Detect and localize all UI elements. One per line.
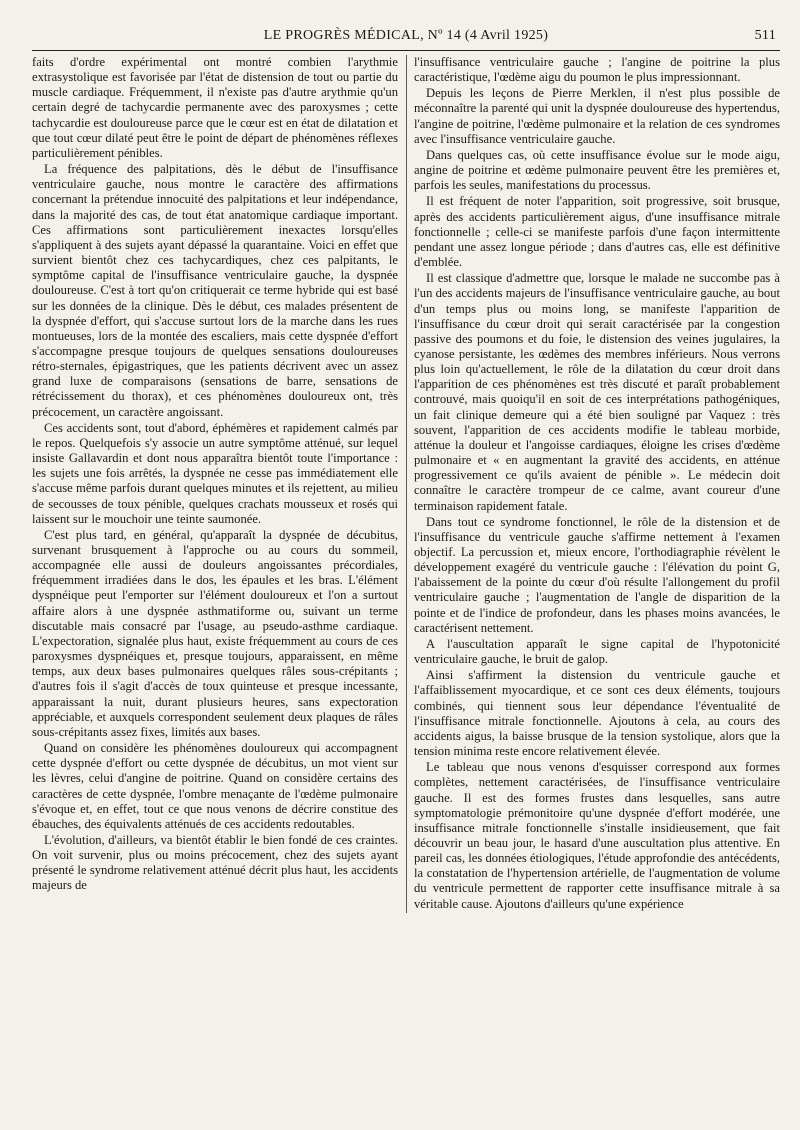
paragraph: l'insuffisance ventriculaire gauche ; l'angine de poitrine la plus caractéristique, l'œdème aigu du poumon le plus impressionnant. [414,55,780,85]
paragraph: Il est fréquent de noter l'apparition, soit progressive, soit brusque, après des accidents particulièrement aigus, d'une insuffisance mitrale fonctionnelle ; celle-ci se manifeste parfois d'une façon intermittente pendant une assez longue période ; dans d'autres cas, elle est définitive d'emblée. [414,194,780,270]
paragraph: L'évolution, d'ailleurs, va bientôt établir le bien fondé de ces craintes. On voit survenir, plus ou moins précocement, chez des sujets ayant présenté le syndrome relativement atténué décrit plus haut, les accidents majeurs de [32,832,398,893]
journal-title: LE PROGRÈS MÉDICAL, Nº 14 (4 Avril 1925) [263,28,549,43]
page-number: 511 [754,28,776,43]
paragraph: Le tableau que nous venons d'esquisser correspond aux formes complètes, nettement caractérisées, de l'insuffisance ventriculaire gauche. Il est des formes frustes dans lesquelles, sans autre symptomatologie prémonitoire qu'une dyspnée d'effort modérée, une insuffisance mitrale fonctionnelle s'installe insidieusement, que fait découvrir un beau jour, le hasard d'une auscultation plus attentive. En pareil cas, les données étiologiques, l'étude approfondie des antécédents, la constatation de l'hypertension artérielle, de l'augmentation de volume du ventricule permettent de rapporter cette insuffisance mitrale à sa véritable cause. Ajoutons d'ailleurs qu'une expérience [414,760,780,911]
left-column [32,55,398,913]
paragraph: Dans tout ce syndrome fonctionnel, le rôle de la distension et de l'insuffisance du ventricule gauche s'affirme nettement à l'examen objectif. La percussion et, mieux encore, l'orthodiagraphie révèlent le développement exagéré du ventricule gauche : l'élévation du point G, l'abaissement de la pointe du cœur d'où résulte l'allongement du profil ventriculaire gauche ; l'augmentation de l'angle de disparition de la pointe et de l'indice de profondeur, dans les phases moins avancées, le caractérisent nettement. [414,514,780,635]
paragraph: A l'auscultation apparaît le signe capital de l'hypotonicité ventriculaire gauche, le bruit de galop. [414,636,780,667]
right-column [414,55,780,913]
paragraph: faits d'ordre expérimental ont montré combien l'arythmie extrasystolique est favorisée par l'état de distension de tout ou partie du muscle cardiaque. Fréquemment, il n'existe pas d'autre arythmie qu'un certain degré de tachycardie permanente avec des paroxysmes ; cette tachycardie est douloureuse parce que le cœur est en état de dilatation et que tout cœur dilaté peut être le point de départ de phénomènes réflexes particulièrement pénibles. [32,55,398,160]
paragraph: Ces accidents sont, tout d'abord, éphémères et rapidement calmés par le repos. Quelquefois s'y associe un autre symptôme atténué, sur lequel insiste Gallavardin et dont nous apparaîtra bientôt toute l'importance : les sujets une fois arrêtés, la dyspnée ne cesse pas immédiatement elle s'accuse même parfois durant quelques minutes et ils rejettent, au milieu de secousses de toux pénible, quelques crachats mousseux et rosés qui laissent sur le mouchoir une teinte saumonée. [32,420,398,526]
paragraph: Quand on considère les phénomènes douloureux qui accompagnent cette dyspnée d'effort ou cette dyspnée de décubitus, un mot vient sur les lèvres, celui d'angine de poitrine. Quand on considère certains des caractères de cette dyspnée, l'ombre menaçante de l'œdème pulmonaire s'évoque et, en effet, tout ce que nous venons de décrire constitue des ébauches, des équivalents atténués de ces accidents redoutables. [32,741,398,831]
running-header [32,26,780,51]
paragraph: La fréquence des palpitations, dès le début de l'insuffisance ventriculaire gauche, nous montre le caractère des affirmations concernant la prétendue innocuité des palpitations et leur indépendance, dans la majorité des cas, de tout état anatomique cardiaque important. Ces affirmations sont particulièrement inexactes lorsqu'elles s'appliquent à des sujets ayant dépassé la quarantaine. Voici en effet que survient bientôt chez ces tachycardiques, chez ces palpitants, le symptôme capital de l'insuffisance ventriculaire gauche, la dyspnée douloureuse. C'est à tort qu'on critiquerait ce terme hybride qui est basé sur les données de la clinique. Dès le début, ces malades présentent de la dyspnée d'effort, qui s'accuse surtout lors de la marche dans les rues montueuses, lors de la montée des escaliers, mais cette dyspnée d'effort s'accompagne presque toujours de quelques sensations douloureuses rétro-sternales, épigastriques, que les patients décrivent avec un assez grand luxe de comparaisons (sensations de barre, sensations de rétrécissement du thorax), et ces phénomènes douloureux ont, très précocement, un caractère angoissant. [32,162,398,419]
paragraph: Ainsi s'affirment la distension du ventricule gauche et l'affaiblissement myocardique, et ce sont ces deux éléments, toujours combinés, qui tiennent sous leur dépendance l'éventualité de l'insuffisance mitrale fonctionnelle. Ajoutons à cela, au cours des accidents aigus, la baisse brusque de la tension systolique, alors que la tension minima reste encore relativement élevée. [414,668,780,759]
paragraph: C'est plus tard, en général, qu'apparaît la dyspnée de décubitus, survenant brusquement à l'approche ou au cours du sommeil, accompagnée elle aussi de douleurs angoissantes précordiales, fréquemment irradiées dans le dos, les épaules et les bras. L'élément dyspnéique peut l'emporter sur l'élément douloureux et l'on a surtout affaire alors à une dyspnée asthmatiforme ou, suivant un terme discutable mais consacré par l'usage, au pseudo-asthme cardiaque. L'expectoration, signalée plus haut, existe fréquemment au cours de ces paroxysmes dyspnéiques et, presque toujours, apparaissent, en même temps, aux deux bases pulmonaires quelques râles sous-crépitants ; d'autres fois il s'agit d'accès de toux quinteuse et presque incessante, apparaissant la nuit, durant plusieurs heures, sans expectoration appréciable, et auxquels correspondent seulement deux plaques de râles sous-crépitants assez fixes, limités aux bases. [32,527,398,739]
text-columns [32,55,780,913]
paragraph: Depuis les leçons de Pierre Merklen, il n'est plus possible de méconnaître la parenté qui unit la dyspnée douloureuse des hypertendus, l'angine de poitrine, l'œdème pulmonaire et la relation de ces syndromes avec l'insuffisance ventriculaire gauche. [414,86,780,146]
paragraph: Dans quelques cas, où cette insuffisance évolue sur le mode aigu, angine de poitrine et œdème pulmonaire peuvent être les premières et, parfois les seules, manifestations du processus. [414,147,780,193]
paragraph: Il est classique d'admettre que, lorsque le malade ne succombe pas à l'un des accidents majeurs de l'insuffisance ventriculaire gauche, au bout d'un temps plus ou moins long, se manifeste l'apparition de l'insuffisance du cœur droit qui serait caractérisée par la congestion passive des poumons et du foie, le distension des veines jugulaires, la cyanose persistante, les œdèmes des membres inférieurs. Nous verrons plus loin qu'actuellement, le rôle de la dilatation du cœur droit dans l'apparition de ces phénomènes est très discuté et paraît probablement controuvé, mais quoiqu'il en soit de ces interprétations pathogéniques, un fait clinique demeure qui a été bien souligné par Vaquez : très souvent, l'apparition de ces accidents modifie le tableau morbide, atténue la douleur et l'angoisse cardiaques, éloigne les crises d'œdème pulmonaire et « en augmentant la gravité des accidents, en atténue progressivement ce qu'ils avaient de pénible ». Le médecin doit connaître le caractère trompeur de ce calme, avant coureur d'une terminaison rapidement fatale. [414,271,780,513]
column-divider [406,55,407,913]
